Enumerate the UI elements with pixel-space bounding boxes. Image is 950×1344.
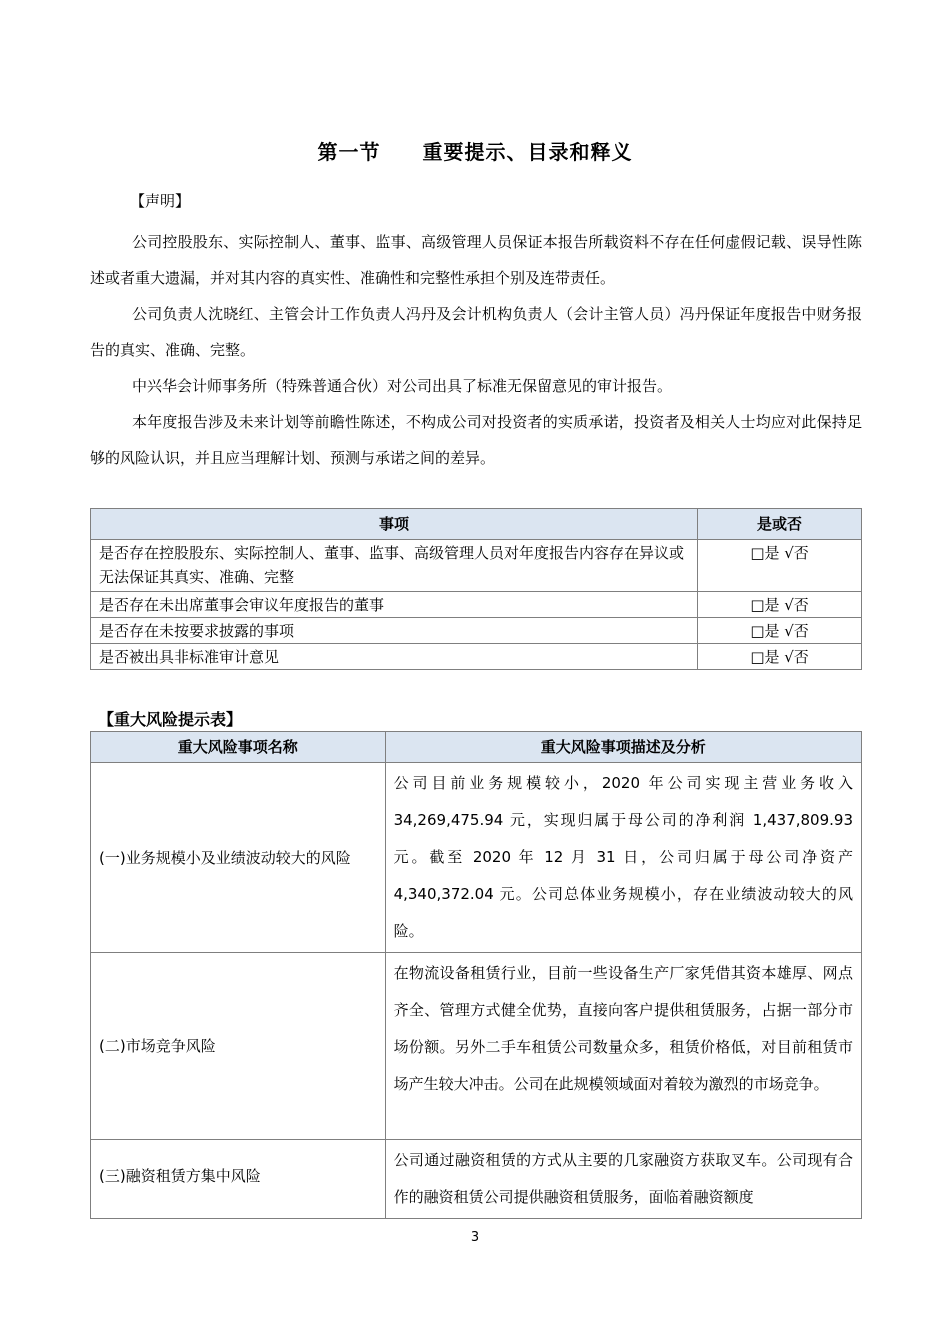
matter-item: 是否存在未按要求披露的事项 xyxy=(91,618,698,644)
risk-table xyxy=(90,731,862,1219)
table-header-row xyxy=(91,509,862,540)
risk-description: 在物流设备租赁行业，目前一些设备生产厂家凭借其资本雄厚、网点齐全、管理方式健全优势，直接向客户提供租赁服务，占据一部分市场份额。另外二手车租赁公司数量众多，租赁价格低，对目前租赁市场产生较大冲击。公司在此规模领域面对着较为激烈的市场竞争。 xyxy=(385,953,861,1140)
table-row xyxy=(91,953,862,1140)
risk-name: (一)业务规模小及业绩波动较大的风险 xyxy=(91,763,386,953)
matter-choice: □是 √否 xyxy=(698,618,862,644)
matter-item: 是否存在未出席董事会审议年度报告的董事 xyxy=(91,592,698,618)
header-risk-name: 重大风险事项名称 xyxy=(91,732,386,763)
header-risk-description: 重大风险事项描述及分析 xyxy=(385,732,861,763)
section-title: 第一节 重要提示、目录和释义 xyxy=(317,140,633,164)
table-row xyxy=(91,592,862,618)
risk-table-heading: 【重大风险提示表】 xyxy=(98,710,243,729)
table-row xyxy=(91,644,862,670)
table-row xyxy=(91,763,862,953)
matters-table xyxy=(90,508,862,670)
risk-name: (三)融资租赁方集中风险 xyxy=(91,1140,386,1219)
table-header-row xyxy=(91,732,862,763)
matter-item: 是否被出具非标准审计意见 xyxy=(91,644,698,670)
header-matter: 事项 xyxy=(91,509,698,540)
paragraph-responsibility: 公司负责人沈晓红、主管会计工作负责人冯丹及会计机构负责人（会计主管人员）冯丹保证年度报告中财务报告的真实、准确、完整。 xyxy=(90,305,862,359)
header-yes-no: 是或否 xyxy=(698,509,862,540)
declaration-heading: 【声明】 xyxy=(130,192,191,210)
page-number: 3 xyxy=(470,1230,480,1245)
paragraph-audit: 中兴华会计师事务所（特殊普通合伙）对公司出具了标准无保留意见的审计报告。 xyxy=(132,377,673,395)
matter-choice: □是 √否 xyxy=(698,540,862,592)
table-row xyxy=(91,618,862,644)
risk-name: (二)市场竞争风险 xyxy=(91,953,386,1140)
table-row xyxy=(91,1140,862,1219)
matter-choice: □是 √否 xyxy=(698,592,862,618)
table-row xyxy=(91,540,862,592)
matter-choice: □是 √否 xyxy=(698,644,862,670)
matter-item: 是否存在控股股东、实际控制人、董事、监事、高级管理人员对年度报告内容存在异议或无法保证其真实、准确、完整 xyxy=(91,540,698,592)
paragraph-accuracy: 公司控股股东、实际控制人、董事、监事、高级管理人员保证本报告所载资料不存在任何虚假记载、误导性陈述或者重大遗漏，并对其内容的真实性、准确性和完整性承担个别及连带责任。 xyxy=(90,233,862,287)
risk-description: 公司目前业务规模较小，2020 年公司实现主营业务收入34,269,475.94 元，实现归属于母公司的净利润 1,437,809.93元。截至 2020 年 12 月 31 日，公司归属于母公司净资产4,340,372.04 元。公司总体业务规模小，存在业绩波动较大的风险。 xyxy=(385,763,861,953)
paragraph-forward-looking: 本年度报告涉及未来计划等前瞻性陈述，不构成公司对投资者的实质承诺，投资者及相关人士均应对此保持足够的风险认识，并且应当理解计划、预测与承诺之间的差异。 xyxy=(90,413,862,467)
risk-description: 公司通过融资租赁的方式从主要的几家融资方获取叉车。公司现有合作的融资租赁公司提供融资租赁服务，面临着融资额度 xyxy=(385,1140,861,1219)
